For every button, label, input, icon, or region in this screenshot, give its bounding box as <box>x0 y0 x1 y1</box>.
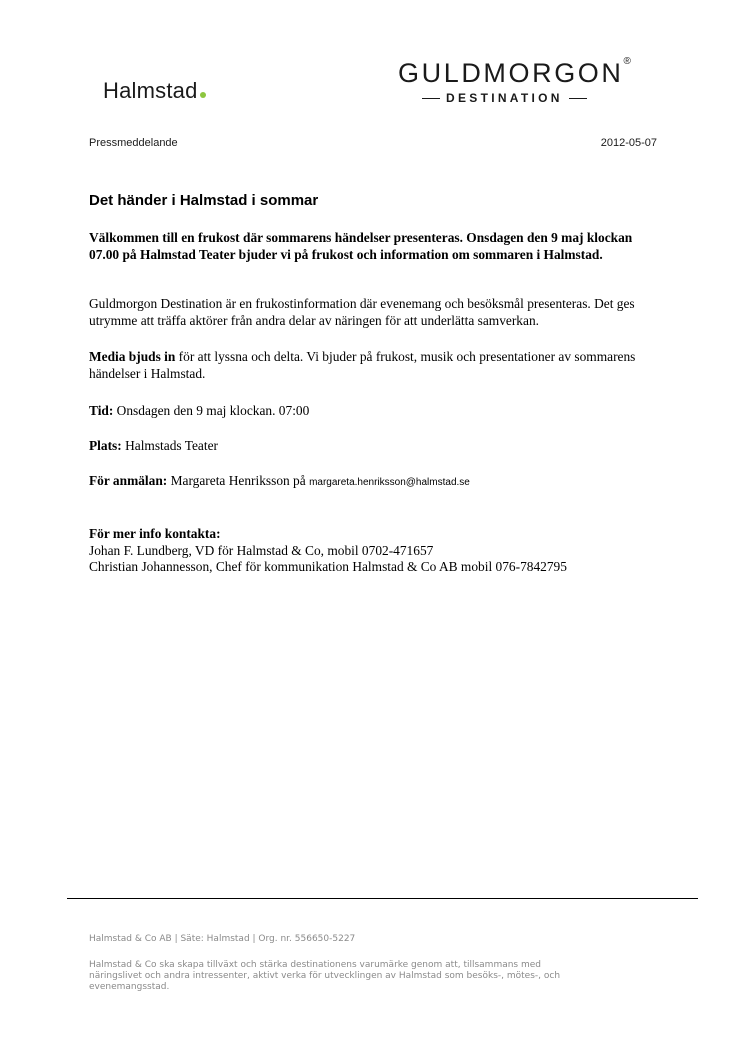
registration-line <box>89 473 664 492</box>
place-label: Plats: <box>89 438 122 453</box>
footer-divider <box>67 898 698 899</box>
time-label: Tid: <box>89 403 114 418</box>
guldmorgon-logo-text: GULDMORGON <box>398 58 624 88</box>
contact-block <box>89 526 664 576</box>
place-value: Halmstads Teater <box>121 438 218 453</box>
footer-company-line: Halmstad & Co AB | Säte: Halmstad | Org. nr. 556650-5227 <box>89 934 356 944</box>
halmstad-logo-text: Halmstad <box>103 78 198 103</box>
footer-mission-line: näringslivet och andra intressenter, aktivt verka för utvecklingen av Halmstad som besöks-, mötes-, och <box>89 971 561 981</box>
dash-right-icon <box>569 98 587 99</box>
guldmorgon-logo <box>398 58 650 105</box>
registration-label: För anmälan: <box>89 473 168 488</box>
footer-mission <box>89 960 649 993</box>
guldmorgon-subtitle-text: DESTINATION <box>446 91 563 105</box>
time-line <box>89 403 664 420</box>
document-date: 2012-05-07 <box>600 137 657 149</box>
document-type: Pressmeddelande <box>89 137 178 149</box>
dash-left-icon <box>422 98 440 99</box>
footer-mission-line: evenemangsstad. <box>89 982 170 992</box>
time-value: Onsdagen den 9 maj klockan. 07:00 <box>113 403 310 418</box>
place-line <box>89 438 664 455</box>
contact-item: Johan F. Lundberg, VD för Halmstad & Co, mobil 0702-471657 <box>89 542 434 558</box>
guldmorgon-subtitle <box>422 91 650 105</box>
halmstad-logo <box>103 78 206 104</box>
registered-mark: ® <box>623 56 631 67</box>
media-text: för att lyssna och delta. Vi bjuder på frukost, musik och presentationer av sommarens händelser i Halmstad. <box>89 349 636 381</box>
intro-paragraph: Guldmorgon Destination är en frukostinformation där evenemang och besöksmål presenteras. Det ges utrymme att träffa aktörer från andra delar av näringen för att underlätta samverkan. <box>89 296 635 328</box>
registration-email-link[interactable]: margareta.henriksson@halmstad.se <box>309 477 470 488</box>
media-paragraph <box>89 349 664 382</box>
footer-mission-line: Halmstad & Co ska skapa tillväxt och stärka destinationens varumärke genom att, tillsammans med <box>89 960 541 970</box>
contact-label: För mer info kontakta: <box>89 526 221 541</box>
page-title: Det händer i Halmstad i sommar <box>89 192 319 209</box>
halmstad-logo-dot-icon <box>200 92 206 98</box>
registration-value: Margareta Henriksson på <box>167 473 310 488</box>
contact-item: Christian Johannesson, Chef för kommunikation Halmstad & Co AB mobil 076-7842795 <box>89 559 567 574</box>
lead-paragraph: Välkommen till en frukost där sommarens händelser presenteras. Onsdagen den 9 maj klockan 07.00 på Halmstad Teater bjuder vi på frukost och information om sommaren i Halmstad. <box>89 230 633 262</box>
media-label: Media bjuds in <box>89 349 176 364</box>
